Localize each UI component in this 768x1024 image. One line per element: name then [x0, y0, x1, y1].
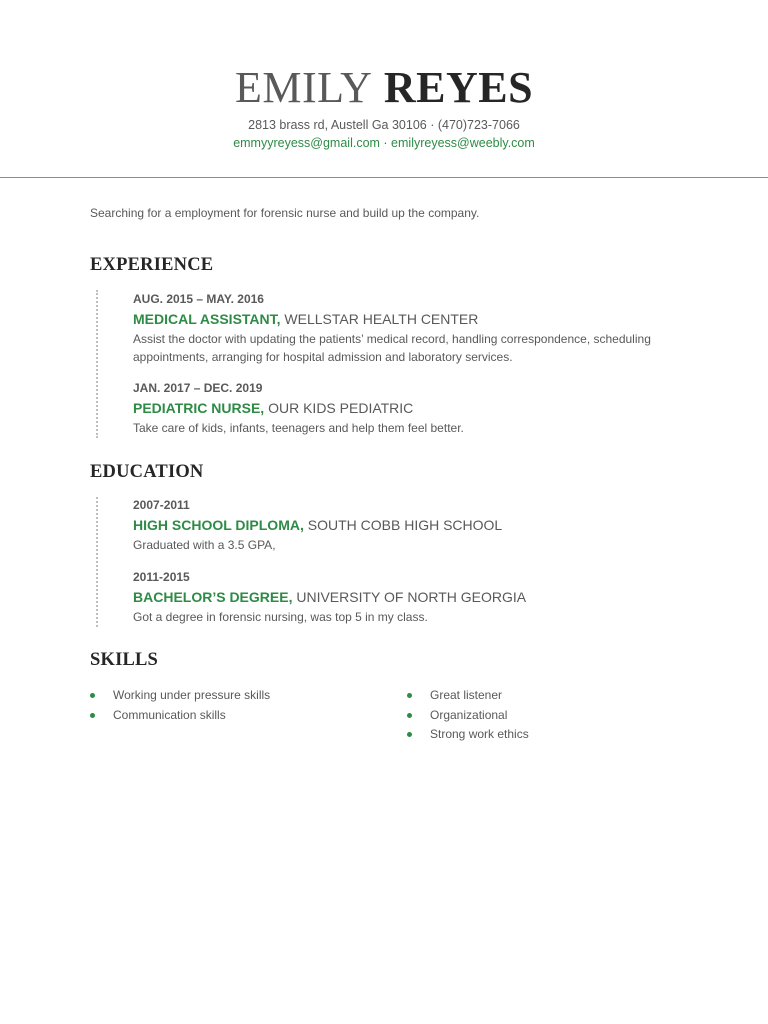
entry-title: MEDICAL ASSISTANT, [133, 311, 281, 327]
education-timeline [96, 497, 98, 627]
experience-heading: EXPERIENCE [90, 255, 214, 275]
skill-label: Strong work ethics [430, 727, 529, 741]
education-entry [133, 497, 653, 554]
last-name: REYES [383, 63, 534, 112]
entry-title: HIGH SCHOOL DIPLOMA, [133, 517, 304, 533]
entry-description: Take care of kids, infants, teenagers and help them feel better. [133, 421, 464, 435]
contact-line [0, 134, 768, 152]
skills-heading: SKILLS [90, 650, 159, 670]
skills-list-right [407, 686, 529, 745]
skill-label: Great listener [430, 688, 503, 702]
candidate-name [0, 62, 768, 114]
skill-label: Communication skills [113, 707, 226, 722]
entry-date: AUG. 2015 – MAY. 2016 [133, 292, 264, 306]
entry-description: Got a degree in forensic nursing, was top 5 in my class. [133, 610, 428, 624]
entry-org: UNIVERSITY OF NORTH GEORGIA [292, 589, 527, 605]
email-primary[interactable]: emmyyreyess@gmail.com [233, 136, 380, 150]
experience-entry [133, 380, 653, 437]
entry-role [133, 309, 653, 329]
entry-org: WELLSTAR HEALTH CENTER [280, 311, 479, 327]
experience-timeline [96, 290, 98, 438]
skill-label: Organizational [430, 707, 508, 722]
entry-title: BACHELOR’S DEGREE, [133, 589, 293, 605]
entry-date: 2011-2015 [133, 570, 190, 584]
skill-item [407, 706, 529, 726]
objective-statement: Searching for a employment for forensic nurse and build up the company. [90, 206, 480, 220]
entry-org: OUR KIDS PEDIATRIC [264, 400, 414, 416]
entry-title: PEDIATRIC NURSE, [133, 400, 265, 416]
education-entry [133, 569, 653, 626]
bullet-icon [90, 713, 95, 718]
education-heading: EDUCATION [90, 462, 204, 482]
skill-label: Working under pressure skills [113, 688, 271, 702]
experience-entry [133, 291, 653, 366]
entry-role [133, 515, 653, 535]
entry-role [133, 398, 653, 418]
header-divider [0, 177, 768, 178]
bullet-icon [407, 713, 412, 718]
skill-item [407, 686, 529, 706]
entry-description: Assist the doctor with updating the patients’ medical record, handling correspondence, scheduling appointments, arranging for hospital admission and laboratory services. [133, 332, 651, 364]
skill-item [90, 686, 270, 706]
skill-item [407, 725, 529, 745]
entry-description: Graduated with a 3.5 GPA, [133, 538, 276, 552]
bullet-icon [90, 693, 95, 698]
email-secondary[interactable]: emilyreyess@weebly.com [391, 136, 535, 150]
entry-date: 2007-2011 [133, 498, 190, 512]
skill-item [90, 706, 270, 726]
resume-header [0, 62, 768, 152]
skills-list-left [90, 686, 270, 725]
contact-separator: · [379, 136, 392, 150]
entry-date: JAN. 2017 – DEC. 2019 [133, 381, 263, 395]
bullet-icon [407, 732, 412, 737]
entry-org: SOUTH COBB HIGH SCHOOL [303, 517, 503, 533]
bullet-icon [407, 693, 412, 698]
address-line: 2813 brass rd, Austell Ga 30106 · (470)723-7066 [248, 118, 520, 132]
first-name: EMILY [234, 63, 373, 112]
entry-role [133, 587, 653, 607]
